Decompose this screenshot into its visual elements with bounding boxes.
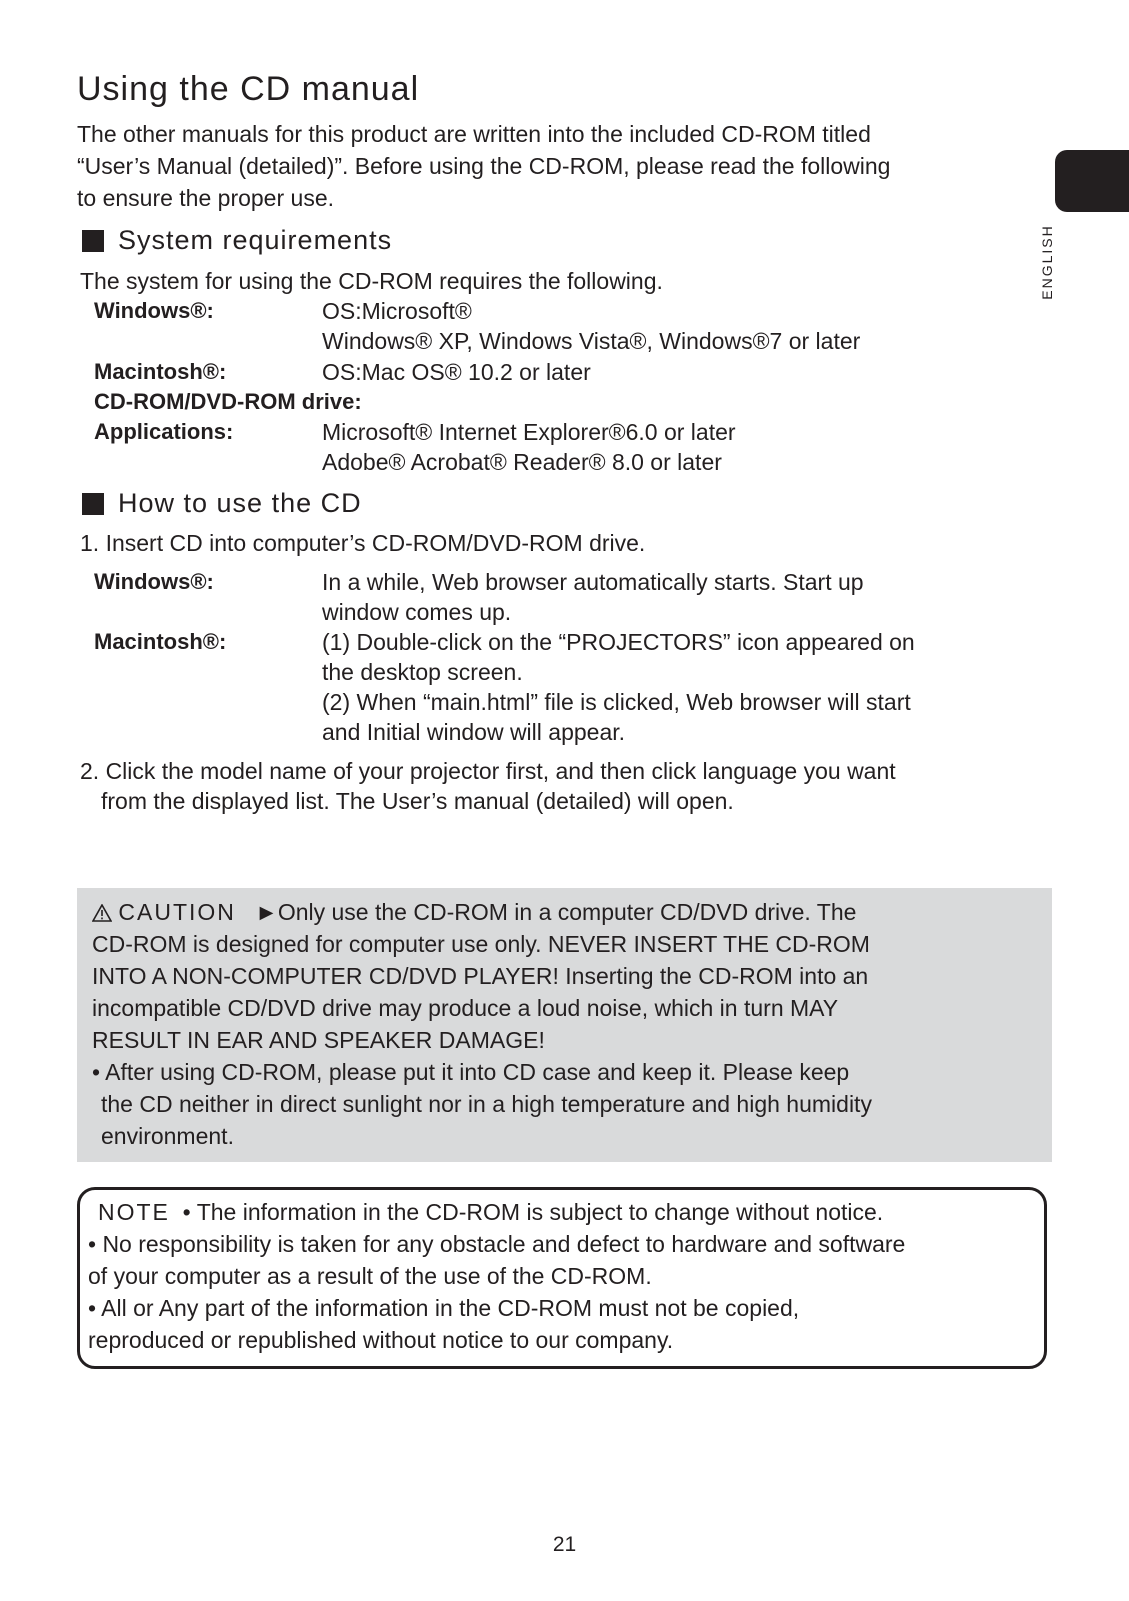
drive-label: CD-ROM/DVD-ROM drive: [94, 389, 362, 414]
note-line: • No responsibility is taken for any obstacle and defect to hardware and software [88, 1231, 906, 1257]
mac-os-value: OS:Mac OS® 10.2 or later [322, 359, 591, 385]
caution-line: environment. [101, 1123, 234, 1149]
section-heading-text: How to use the CD [118, 488, 362, 518]
mac-label: Macintosh®: [94, 359, 227, 384]
windows-label: Windows®: [94, 569, 214, 594]
intro-paragraph [77, 118, 1037, 214]
windows-versions-value: Windows® XP, Windows Vista®, Windows®7 or later [322, 328, 861, 354]
intro-line: The other manuals for this product are written into the included CD-ROM titled [77, 121, 871, 147]
intro-line: to ensure the proper use. [77, 185, 334, 211]
language-tab [1055, 150, 1129, 212]
section-heading-howto [82, 488, 362, 519]
system-lead: The system for using the CD-ROM requires the following. [80, 268, 663, 294]
caution-line: incompatible CD/DVD drive may produce a loud noise, which in turn MAY [92, 995, 839, 1021]
applications-label: Applications: [94, 419, 234, 444]
step-2-continued: from the displayed list. The User’s manual (detailed) will open. [101, 788, 734, 814]
note-first-line [88, 1196, 1048, 1228]
step-2: 2. Click the model name of your projector first, and then click language you want [80, 758, 896, 784]
note-line: of your computer as a result of the use of the CD-ROM. [88, 1263, 652, 1289]
page-title: Using the CD manual [77, 70, 420, 108]
caution-line: INTO A NON-COMPUTER CD/DVD PLAYER! Inserting the CD-ROM into an [92, 963, 869, 989]
caution-line: RESULT IN EAR AND SPEAKER DAMAGE! [92, 1027, 545, 1053]
mac-instruction-line: and Initial window will appear. [322, 719, 626, 745]
square-bullet-icon [82, 493, 104, 515]
reader-requirement: Adobe® Acrobat® Reader® 8.0 or later [322, 449, 722, 475]
intro-line: “User’s Manual (detailed)”. Before using the CD-ROM, please read the following [77, 153, 891, 179]
caution-label: CAUTION [118, 899, 236, 925]
caution-first-line [92, 896, 1032, 928]
language-label: ENGLISH [1039, 224, 1055, 300]
windows-os-value: OS:Microsoft® [322, 298, 472, 324]
mac-instruction-line: (2) When “main.html” file is clicked, Web browser will start [322, 689, 911, 715]
caution-line: the CD neither in direct sunlight nor in a high temperature and high humidity [101, 1091, 872, 1117]
step-1: 1. Insert CD into computer’s CD-ROM/DVD-ROM drive. [80, 530, 646, 556]
caution-content [92, 896, 1032, 1152]
browser-requirement: Microsoft® Internet Explorer®6.0 or later [322, 419, 736, 445]
section-heading-text: System requirements [118, 225, 393, 255]
note-line: • The information in the CD-ROM is subject to change without notice. [182, 1199, 884, 1225]
windows-label: Windows®: [94, 298, 214, 323]
note-content [88, 1196, 1048, 1356]
mac-label: Macintosh®: [94, 629, 227, 654]
page-number: 21 [552, 1533, 577, 1556]
section-heading-system [82, 225, 392, 256]
warning-triangle-icon [92, 899, 118, 925]
caution-line: CD-ROM is designed for computer use only. NEVER INSERT THE CD-ROM [92, 931, 870, 957]
note-line: • All or Any part of the information in the CD-ROM must not be copied, [88, 1295, 800, 1321]
mac-instruction-line: the desktop screen. [322, 659, 523, 685]
caution-line: ►Only use the CD-ROM in a computer CD/DVD drive. The [255, 899, 857, 925]
windows-instruction-line: window comes up. [322, 599, 512, 625]
square-bullet-icon [82, 230, 104, 252]
note-line: reproduced or republished without notice to our company. [88, 1327, 674, 1353]
windows-instruction-line: In a while, Web browser automatically starts. Start up [322, 569, 864, 595]
mac-instruction-line: (1) Double-click on the “PROJECTORS” icon appeared on [322, 629, 915, 655]
note-label: NOTE [98, 1199, 170, 1225]
caution-line: • After using CD-ROM, please put it into CD case and keep it. Please keep [92, 1059, 850, 1085]
